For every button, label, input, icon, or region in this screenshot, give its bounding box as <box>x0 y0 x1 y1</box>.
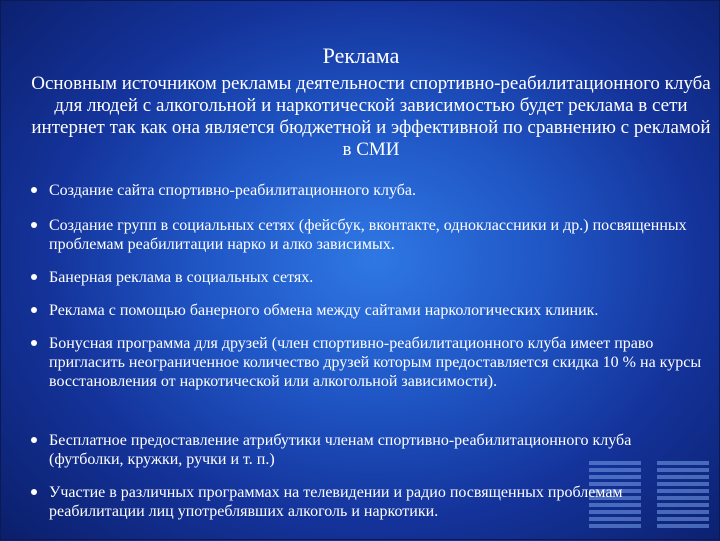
bullet-list <box>1 1 720 541</box>
bullet-text: Бонусная программа для друзей (член спортивно-реабилитационного клуба имеет право пригласить неограниченное количество друзей которым предоставляется скидка 10 % на курсы восстановления от наркотической или алкогольной зависимости). <box>49 335 702 390</box>
bullet-text: Банерная реклама в социальных сетях. <box>49 269 314 286</box>
bullet-text: Бесплатное предоставление атрибутики членам спортивно-реабилитационного клуба (футболки, кружки, ручки и т. п.) <box>49 432 632 468</box>
slide-title: Реклама <box>322 43 400 68</box>
intro-paragraph: Основным источником рекламы деятельности спортивно-реабилитационного клуба для людей с алкогольной и наркотической зависимостью будет реклама в сети интернет так как она является бюджетной и эффективной по сравнению с рекламой в СМИ <box>31 73 711 160</box>
bullet-dot-icon <box>31 489 37 495</box>
bullet-dot-icon <box>31 274 37 280</box>
bullet-text: Участие в различных программах на телевидении и радио посвященных проблемам реабилитации лиц употреблявших алкоголь и наркотики. <box>49 484 623 520</box>
bullet-dot-icon <box>31 222 37 228</box>
bullet-dot-icon <box>31 340 37 346</box>
bullet-text: Создание групп в социальных сетях (фейсбук, вконтакте, одноклассники и др.) посвященных проблемам реабилитации нарко и алко зависимых. <box>49 217 687 253</box>
bullet-dot-icon <box>31 307 37 313</box>
bullet-dot-icon <box>31 437 37 443</box>
bullet-dot-icon <box>31 187 37 193</box>
bullet-text: Реклама с помощью банерного обмена между сайтами наркологических клиник. <box>49 302 599 319</box>
bullet-text: Создание сайта спортивно-реабилитационного клуба. <box>49 182 417 199</box>
